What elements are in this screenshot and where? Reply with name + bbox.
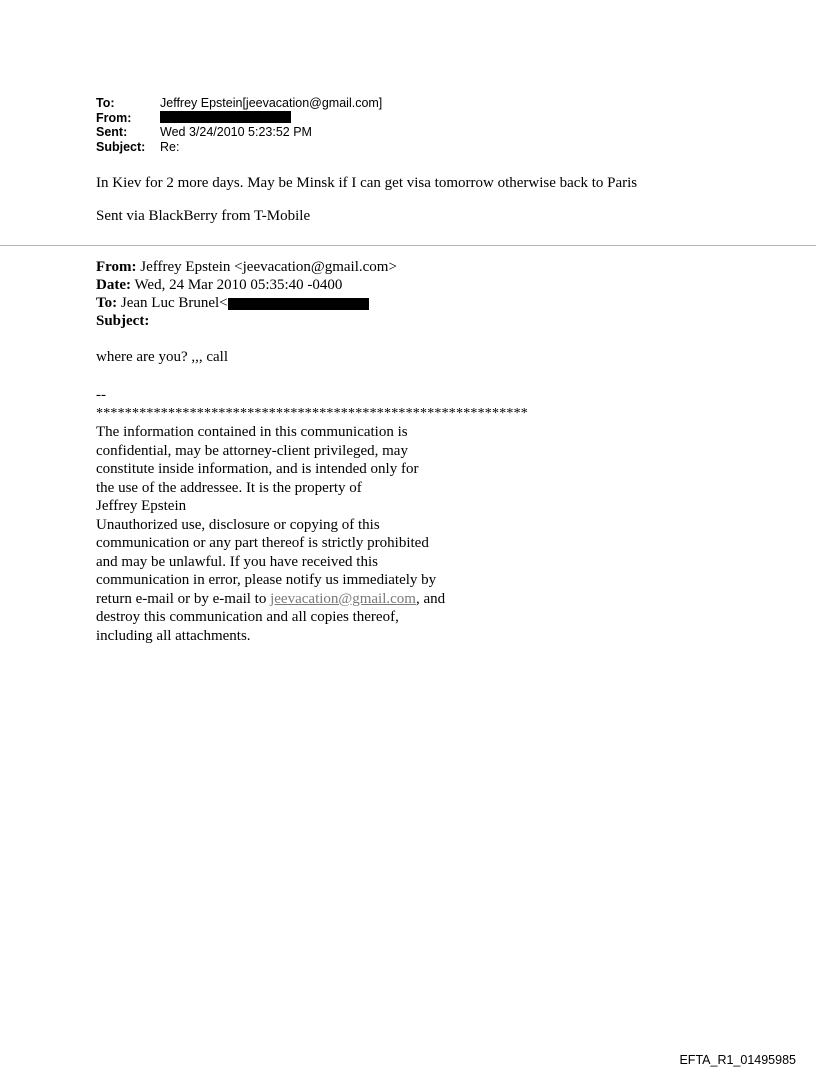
- quoted-to-label: To:: [96, 295, 118, 311]
- disclaimer-line: Jeffrey Epstein: [96, 498, 187, 514]
- quoted-date-row: [96, 276, 397, 294]
- disclaimer: [96, 386, 528, 645]
- quoted-body: where are you? ,,, call: [96, 349, 229, 365]
- message-signature: Sent via BlackBerry from T-Mobile: [96, 208, 311, 224]
- subject-value: Re:: [160, 139, 180, 154]
- sent-label: Sent:: [96, 125, 128, 139]
- disclaimer-stars: ************************************************************: [96, 405, 528, 421]
- disclaimer-text: return e-mail or by e-mail to: [96, 590, 271, 607]
- subject-row: [96, 140, 382, 155]
- disclaimer-line: The information contained in this communication is: [96, 424, 408, 440]
- to-label: To:: [96, 96, 115, 110]
- quoted-subject-label: Subject:: [96, 313, 150, 329]
- subject-label: Subject:: [96, 139, 146, 154]
- from-label: From:: [96, 110, 132, 125]
- quoted-to-value: Jean Luc Brunel<: [120, 295, 228, 311]
- disclaimer-line: communication or any part thereof is strictly prohibited: [96, 535, 429, 551]
- disclaimer-line: constitute inside information, and is intended only for: [96, 461, 419, 477]
- from-row: [96, 111, 382, 126]
- document-id: EFTA_R1_01495985: [679, 1053, 796, 1067]
- disclaimer-line: Unauthorized use, disclosure or copying of this: [96, 516, 380, 533]
- disclaimer-text: , and: [415, 590, 446, 607]
- sent-row: [96, 125, 382, 140]
- email-link[interactable]: jeevacation@gmail.com: [270, 590, 416, 607]
- to-value: Jeffrey Epstein[jeevacation@gmail.com]: [160, 96, 383, 110]
- redaction-bar: [228, 298, 369, 310]
- disclaimer-line: communication in error, please notify us immediately by: [96, 572, 437, 588]
- disclaimer-line: the use of the addressee. It is the property of: [96, 479, 362, 496]
- quoted-from-value: Jeffrey Epstein <jeevacation@gmail.com>: [140, 259, 397, 275]
- quoted-to-row: [96, 294, 397, 312]
- to-row: [96, 96, 382, 111]
- redaction-bar: [160, 111, 291, 123]
- divider: [0, 245, 816, 246]
- disclaimer-dashes: --: [96, 387, 106, 403]
- disclaimer-line: confidential, may be attorney-client privileged, may: [96, 442, 408, 459]
- message-body: In Kiev for 2 more days. May be Minsk if I can get visa tomorrow otherwise back to Paris: [96, 175, 638, 191]
- quoted-date-value: Wed, 24 Mar 2010 05:35:40 -0400: [134, 277, 343, 293]
- quoted-subject-row: [96, 312, 397, 330]
- disclaimer-line: including all attachments.: [96, 627, 251, 644]
- disclaimer-line: destroy this communication and all copies thereof,: [96, 609, 399, 625]
- email-header: [96, 96, 382, 154]
- disclaimer-line: and may be unlawful. If you have received this: [96, 553, 378, 570]
- quoted-header: [96, 258, 397, 330]
- quoted-from-row: [96, 258, 397, 276]
- disclaimer-link-line: [96, 590, 528, 609]
- sent-value: Wed 3/24/2010 5:23:52 PM: [160, 125, 312, 139]
- quoted-from-label: From:: [96, 259, 137, 275]
- quoted-date-label: Date:: [96, 277, 131, 293]
